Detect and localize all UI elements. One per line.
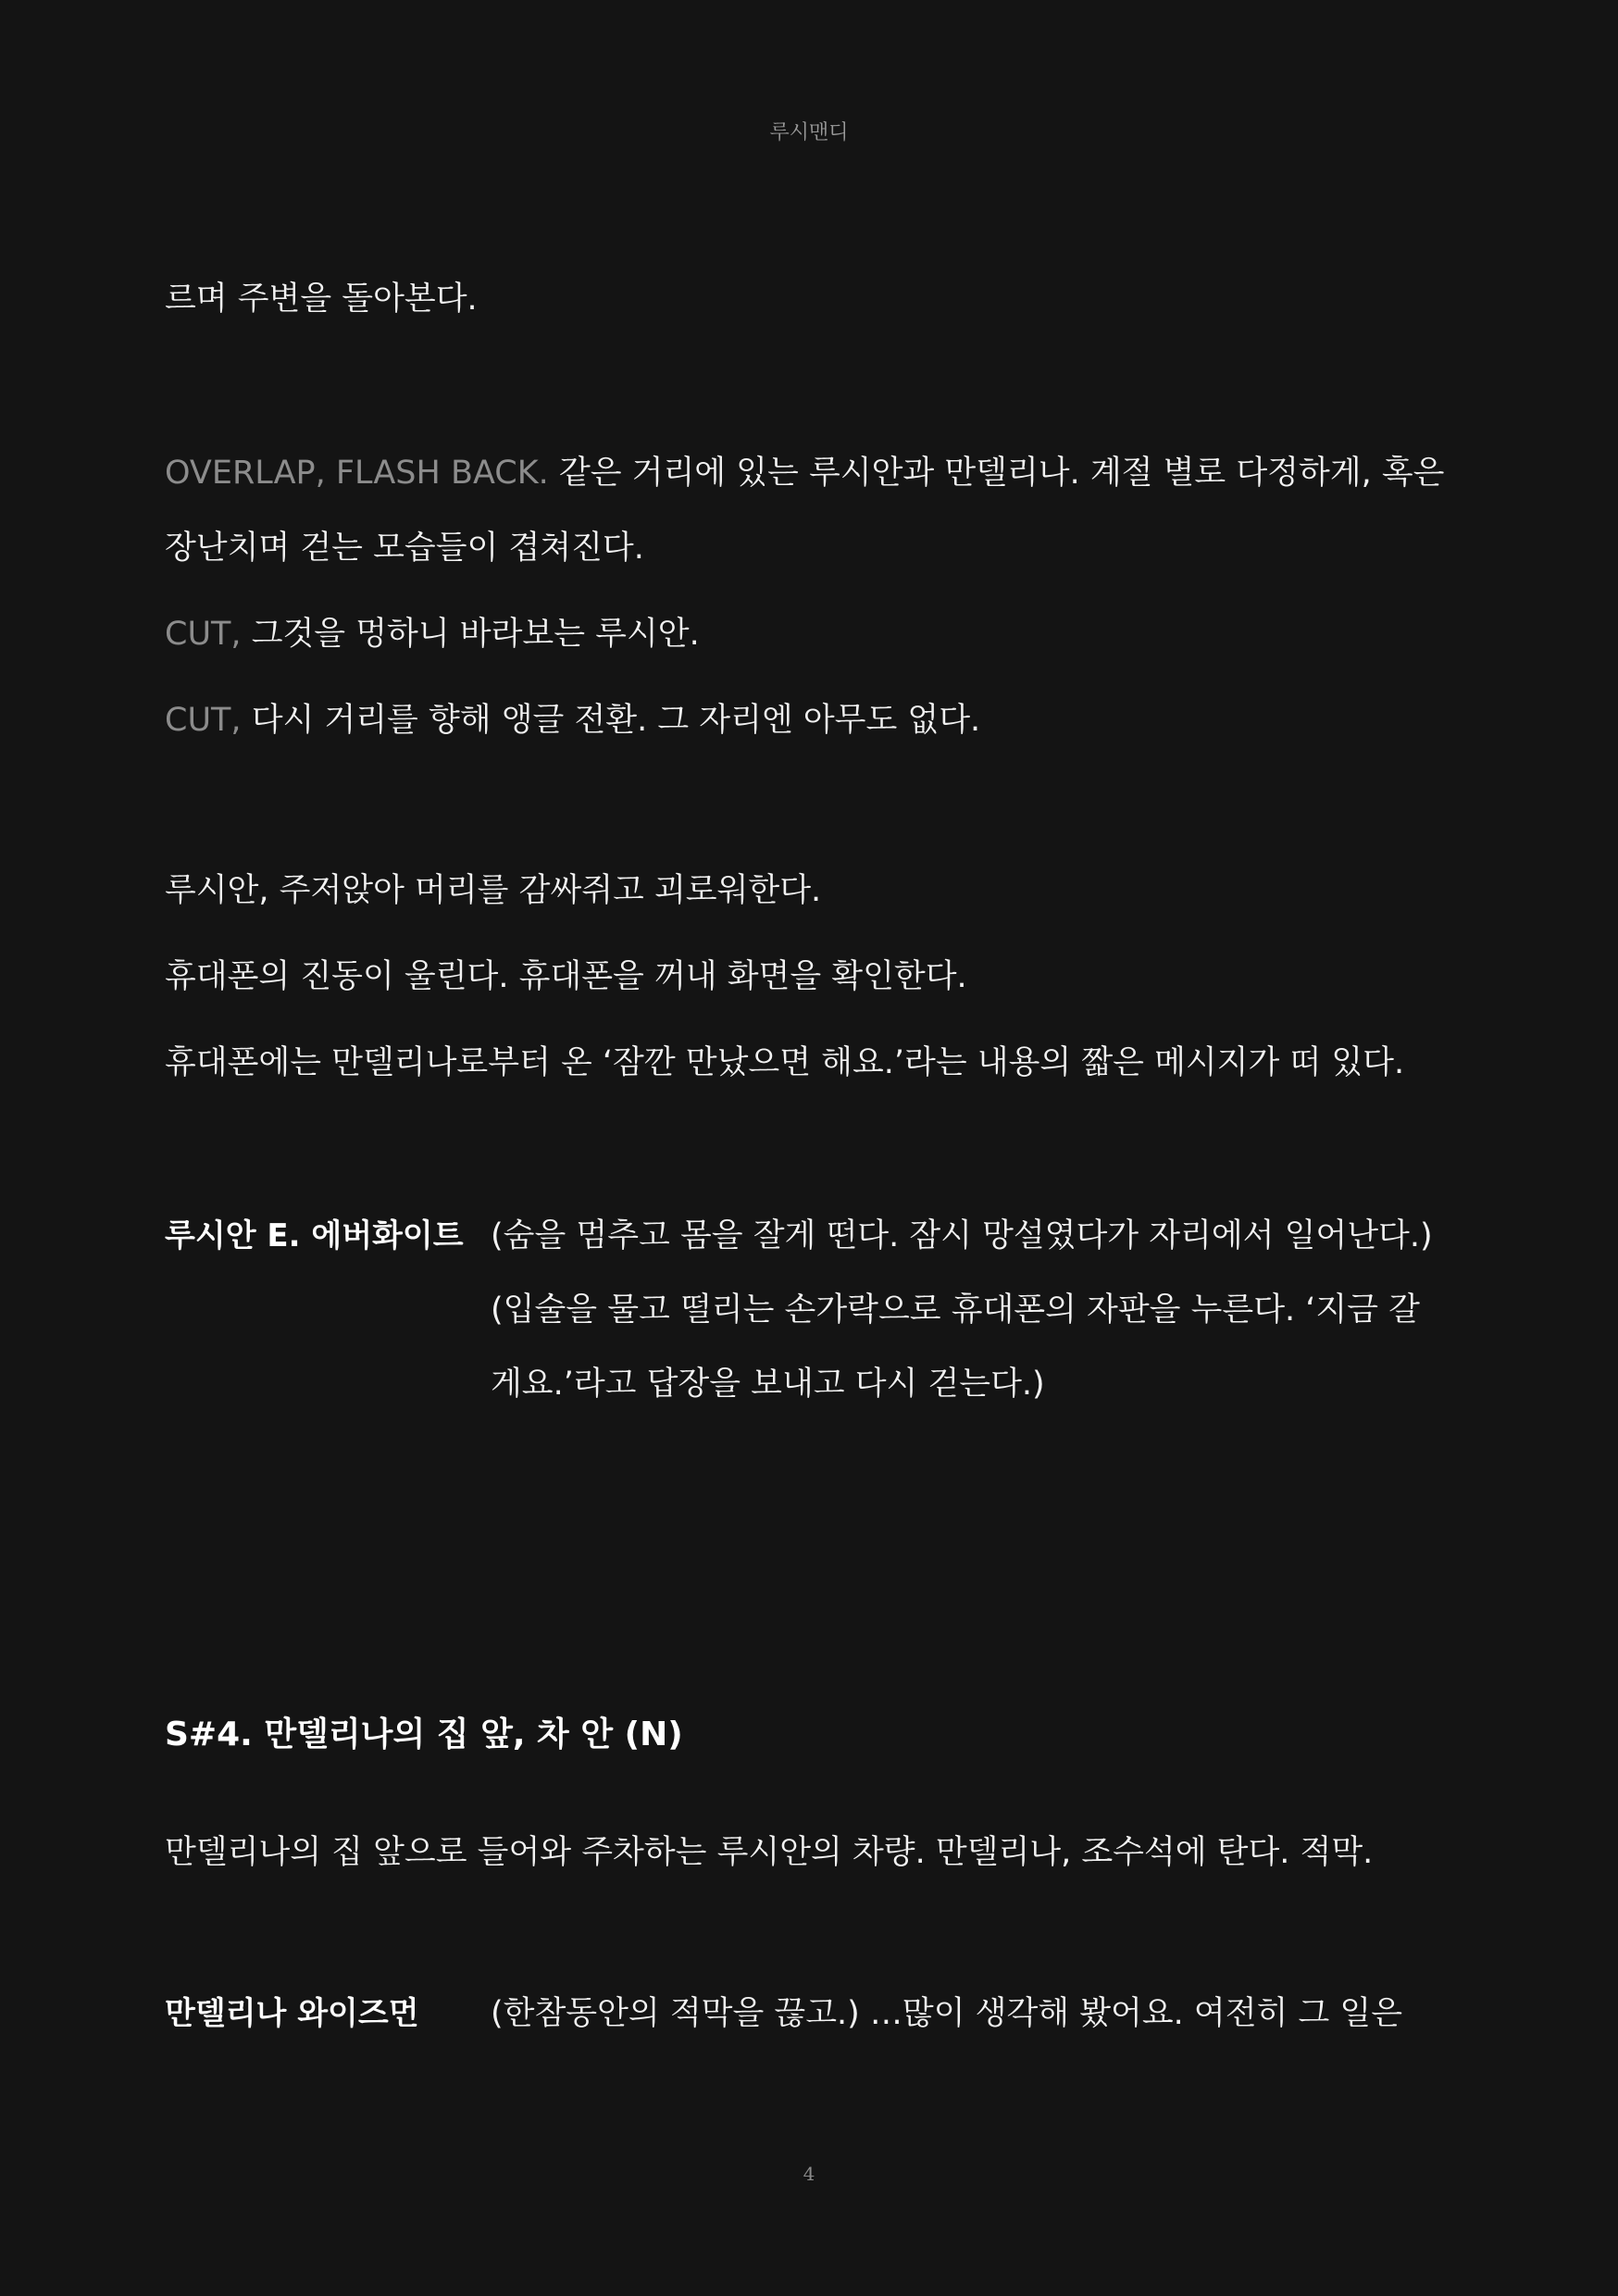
action-line: [165, 702, 981, 739]
character-name: 만델리나 와이즈먼: [165, 1995, 419, 2032]
action-line: [165, 283, 478, 316]
page-header-title: 루시맨디: [769, 121, 849, 144]
action-line: [165, 532, 644, 565]
dialogue-line: 게요.’라고 답장을 보내고 다시 걷는다.): [491, 1366, 1045, 1403]
direction-cue: OVERLAP, FLASH BACK.: [165, 455, 549, 492]
action-text: 같은 거리에 있는 루시안과 만델리나. 계절 별로 다정하게, 혹은: [548, 455, 1445, 492]
dialogue-line: (숨을 멈추고 몸을 잘게 떤다. 잠시 망설였다가 자리에서 일어난다.): [491, 1217, 1433, 1254]
action-text: 휴대폰의 진동이 울린다. 휴대폰을 꺼내 화면을 확인한다.: [165, 958, 967, 995]
action-line: [165, 618, 700, 651]
action-text: 르며 주변을 돌아본다.: [165, 281, 478, 318]
page-number: 4: [803, 2163, 815, 2185]
dialogue-line: (한참동안의 적막을 끊고.) …많이 생각해 봤어요. 여전히 그 일은: [491, 1995, 1403, 2032]
character-name: 루시안 E. 에버화이트: [165, 1217, 464, 1254]
action-line: [165, 1834, 1374, 1871]
action-text: 루시안, 주저앉아 머리를 감싸쥐고 괴로워한다.: [165, 872, 822, 909]
action-line: [165, 457, 1444, 490]
action-text: 장난치며 걷는 모습들이 겹쳐진다.: [165, 530, 644, 567]
action-line: [165, 958, 967, 995]
action-text: 다시 거리를 향해 앵글 전환. 그 자리엔 아무도 없다.: [241, 702, 981, 739]
dialogue-line: (입술을 물고 떨리는 손가락으로 휴대폰의 자판을 누른다. ‘지금 갈: [491, 1292, 1420, 1329]
direction-cue: CUT,: [165, 702, 242, 739]
action-text: 만델리나의 집 앞으로 들어와 주차하는 루시안의 차량. 만델리나, 조수석에 탄다. 적막.: [165, 1834, 1374, 1871]
direction-cue: CUT,: [165, 616, 242, 653]
action-text: 그것을 멍하니 바라보는 루시안.: [241, 616, 700, 653]
action-text: 휴대폰에는 만델리나로부터 온 ‘잠깐 만났으면 해요.’라는 내용의 짧은 메시지가 떠 있다.: [165, 1044, 1405, 1081]
action-line: [165, 1044, 1405, 1081]
action-line: [165, 872, 822, 909]
scene-heading: S#4. 만델리나의 집 앞, 차 안 (N): [165, 1716, 683, 1753]
